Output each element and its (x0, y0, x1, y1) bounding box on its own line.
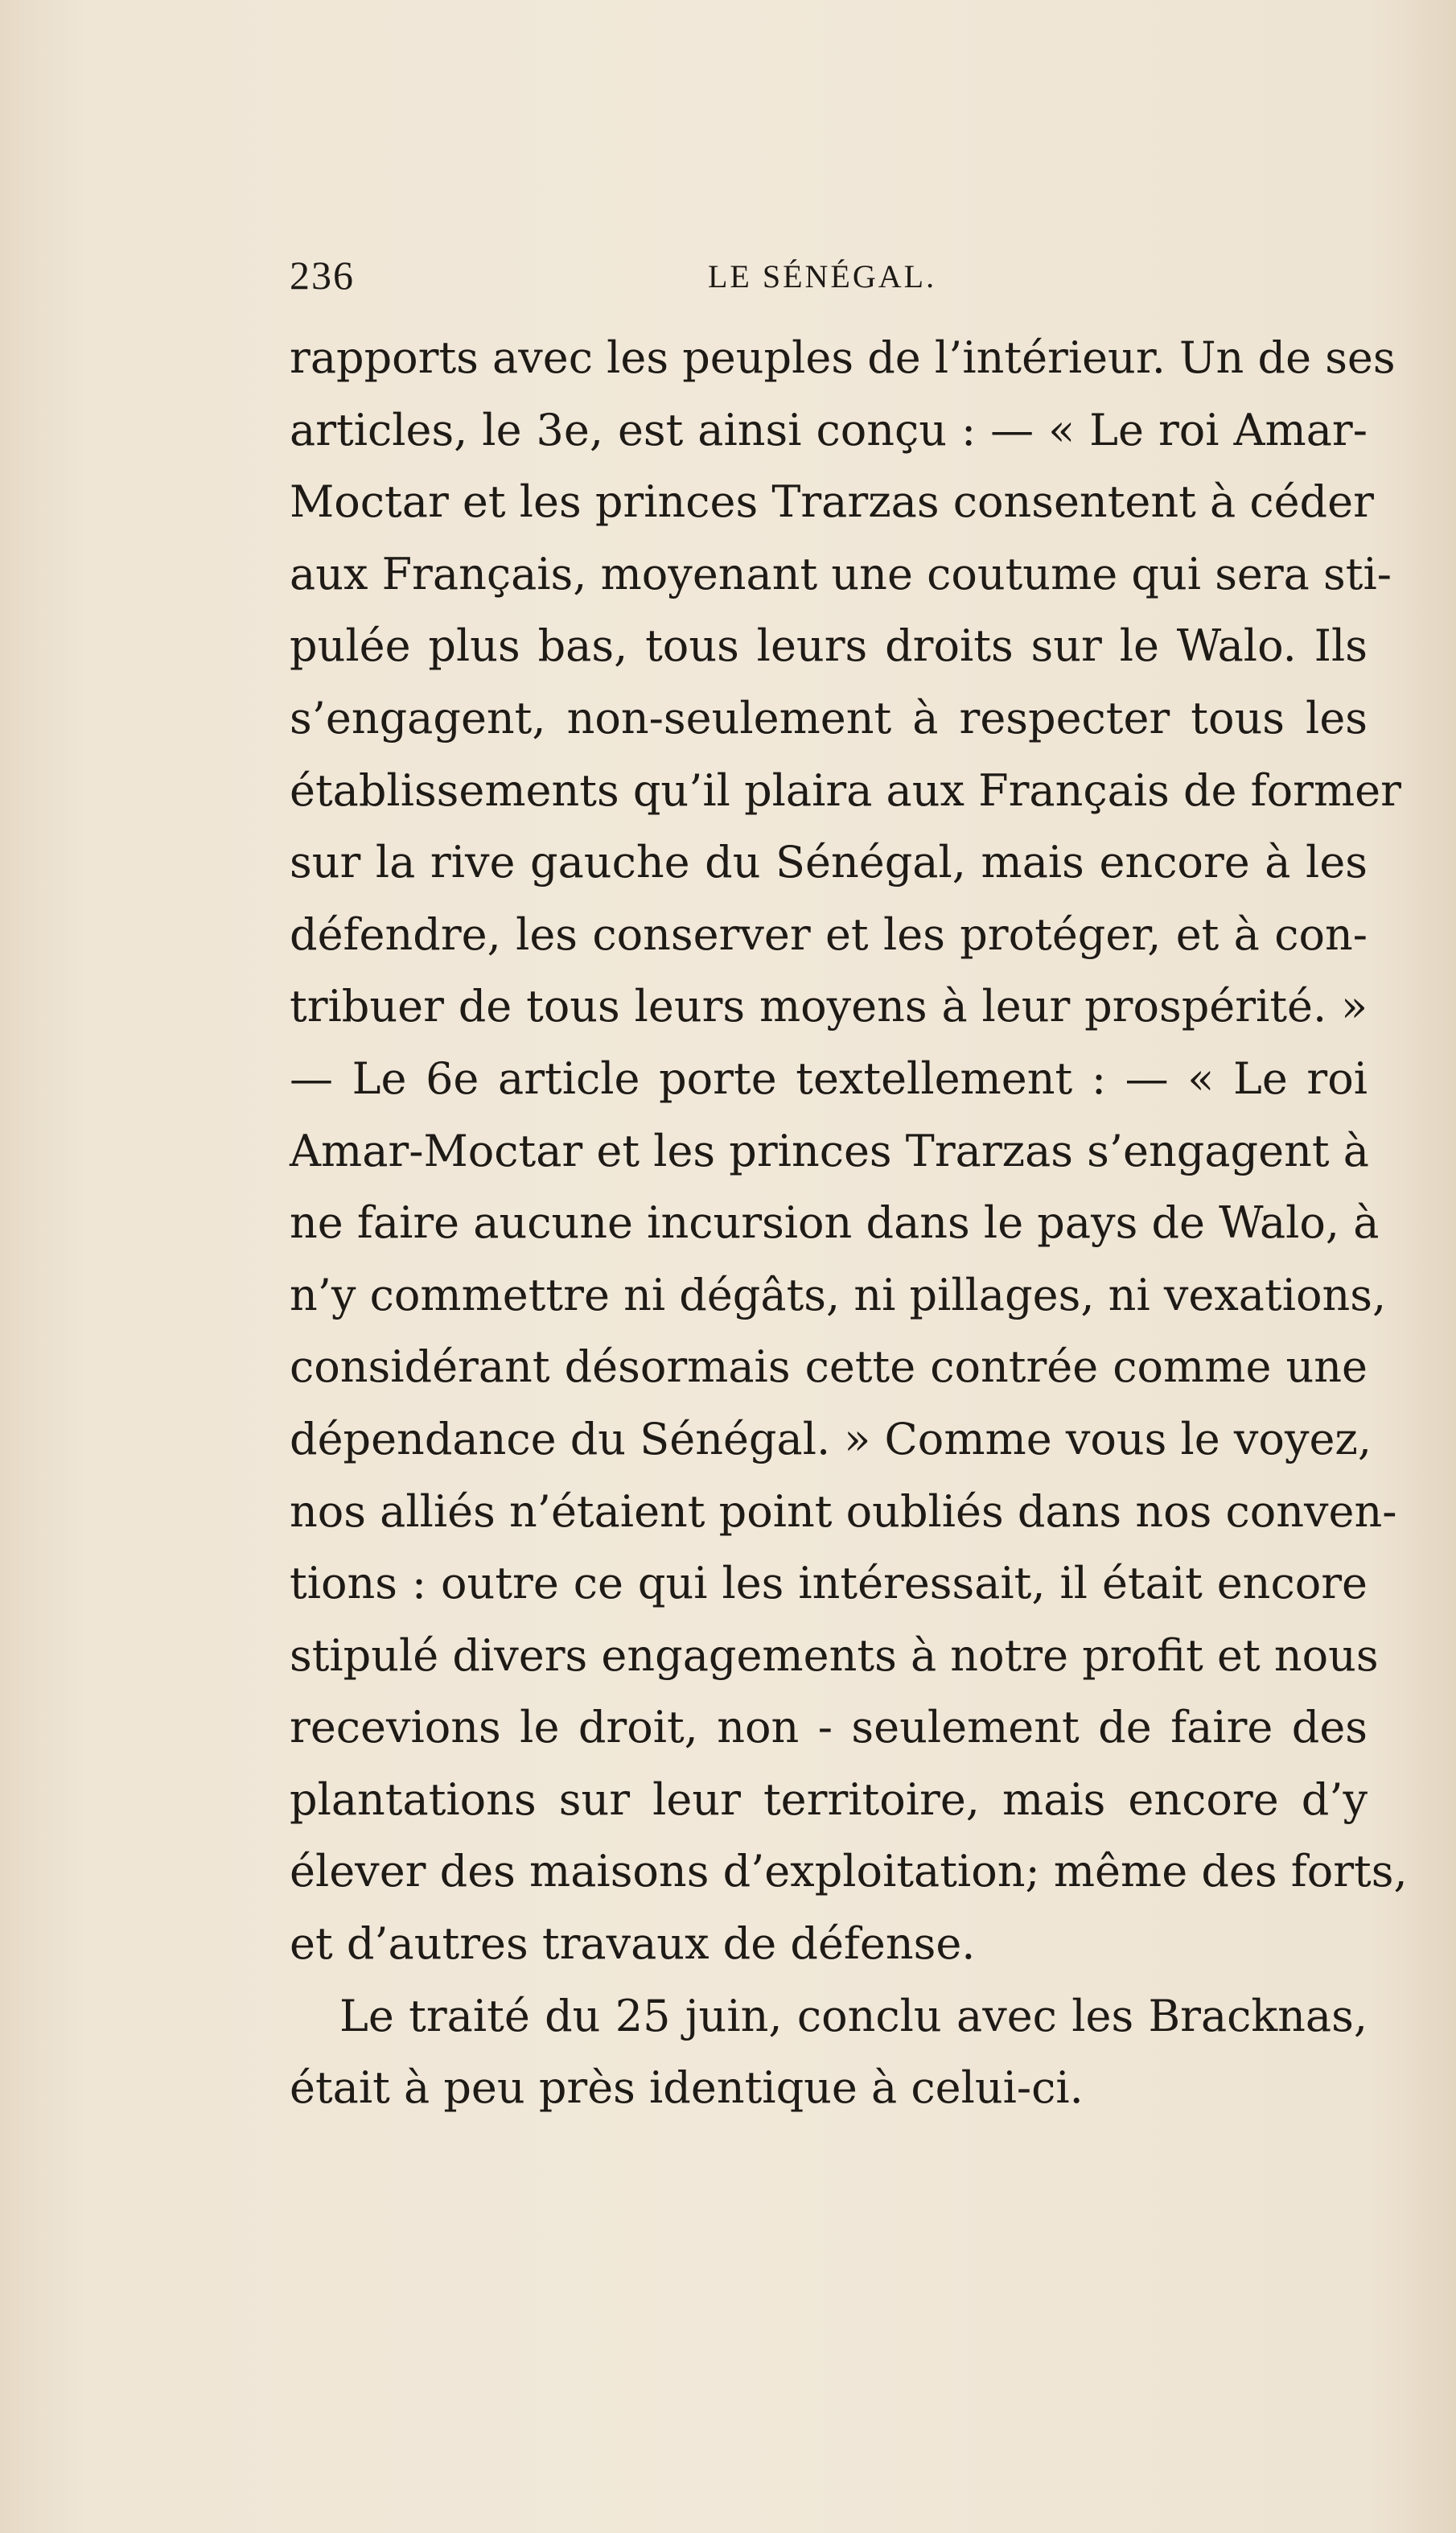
text-line: défendre, les conserver et les protéger, et à con- (290, 908, 1368, 960)
text-line: Amar-Moctar et les princes Trarzas s’engagent à (290, 1125, 1369, 1176)
text-line: plantations sur leur territoire, mais encore d’y (290, 1773, 1368, 1825)
text-line: établissements qu’il plaira aux Français de former (290, 764, 1401, 816)
text-line: — Le 6e article porte textellement : — « Le roi (290, 1052, 1368, 1104)
text-line: stipulé divers engagements à notre profit et nous (290, 1629, 1379, 1681)
text-line: nos alliés n’étaient point oubliés dans nos conven- (290, 1485, 1397, 1537)
text-line: recevions le droit, non - seulement de faire des (290, 1702, 1368, 1753)
text-line: n’y commettre ni dégâts, ni pillages, ni vexations, (290, 1269, 1387, 1320)
running-head (290, 251, 1368, 299)
page-number: 236 (290, 253, 355, 298)
text-line: était à peu près identique à celui-ci. (290, 2062, 1084, 2114)
text-line: et d’autres travaux de défense. (290, 1918, 976, 1970)
text-line: considérant désormais cette contrée comme une (290, 1341, 1368, 1393)
text-line: tions : outre ce qui les intéressait, il était encore (290, 1558, 1368, 1609)
text-line: rapports avec les peuples de l’intérieur. Un de ses (290, 332, 1396, 383)
text-line: articles, le 3e, est ainsi conçu : — « Le roi Amar- (290, 404, 1368, 455)
text-line: s’engagent, non-seulement à respecter tous les (290, 692, 1368, 743)
text-line: tribuer de tous leurs moyens à leur prospérité. » (290, 981, 1368, 1032)
body-text (290, 322, 1408, 2124)
text-line: Moctar et les princes Trarzas consentent à céder (290, 476, 1374, 528)
text-line: ne faire aucune incursion dans le pays de Walo, à (290, 1197, 1380, 1249)
text-line: aux Français, moyenant une coutume qui sera sti- (290, 548, 1392, 599)
text-line: Le traité du 25 juin, conclu avec les Bracknas, (339, 1990, 1368, 2041)
text-line: dépendance du Sénégal. » Comme vous le voyez, (290, 1413, 1372, 1464)
text-line: élever des maisons d’exploitation; même des forts, (290, 1846, 1408, 1897)
text-line: sur la rive gauche du Sénégal, mais encore à les (290, 837, 1368, 888)
running-title: LE SÉNÉGAL. (708, 258, 937, 294)
text-line: pulée plus bas, tous leurs droits sur le Walo. Ils (290, 620, 1368, 672)
